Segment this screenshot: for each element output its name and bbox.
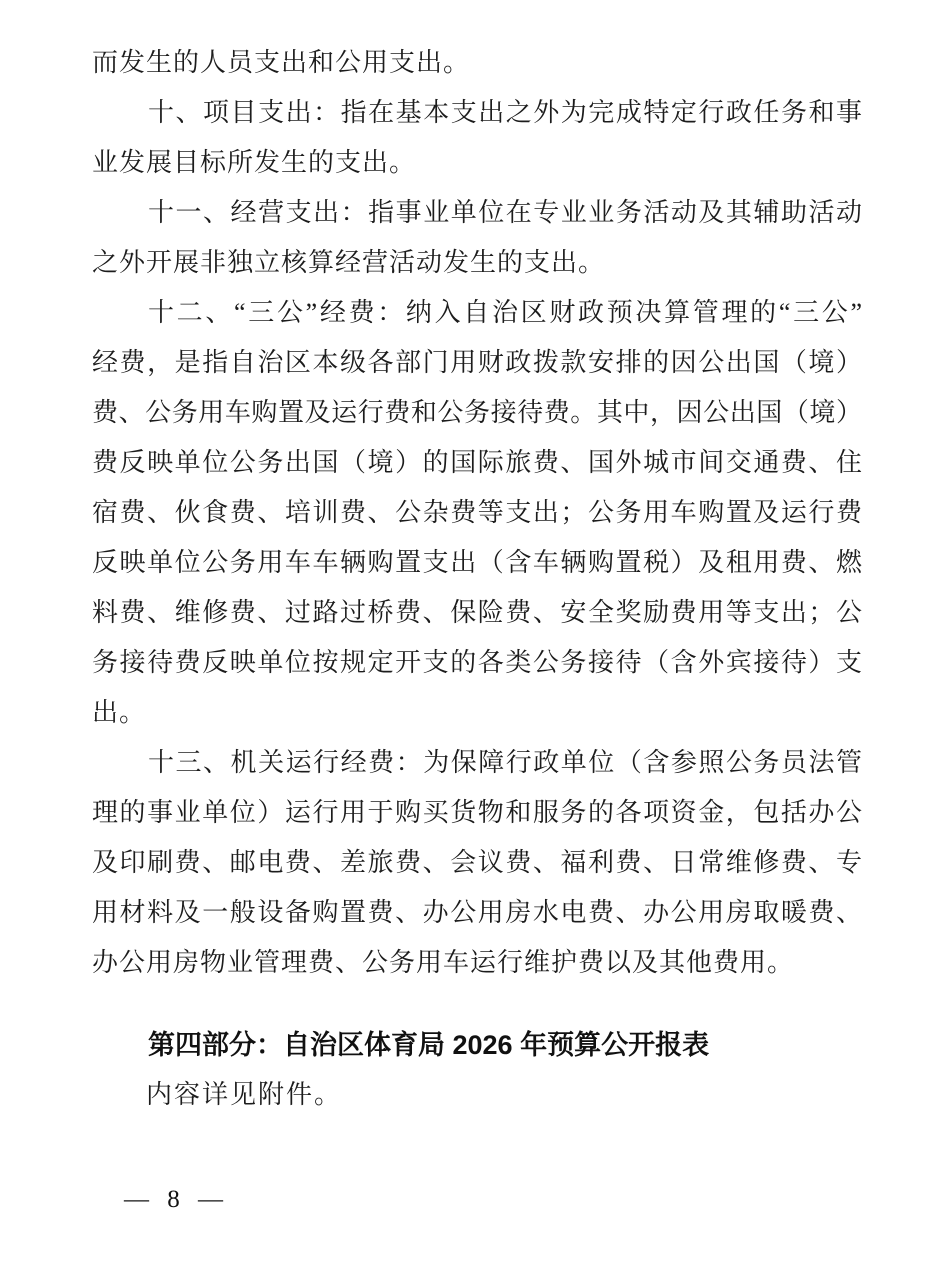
text-line: 经费，是指自治区本级各部门用财政拨款安排的因公出国（境） — [92, 348, 862, 377]
text-line: 出。 — [92, 698, 147, 727]
body-text — [92, 38, 862, 988]
text-line: 费、公务用车购置及运行费和公务接待费。其中，因公出国（境） — [92, 398, 862, 427]
section-heading: 第四部分：自治区体育局 2026 年预算公开报表 — [148, 1030, 710, 1060]
closing-line: 内容详见附件。 — [146, 1080, 343, 1109]
text-line: 而发生的人员支出和公用支出。 — [92, 48, 471, 77]
text-line: 务接待费反映单位按规定开支的各类公务接待（含外宾接待）支 — [92, 648, 862, 677]
text-line: 十、项目支出：指在基本支出之外为完成特定行政任务和事 — [148, 98, 862, 127]
text-line: 及印刷费、邮电费、差旅费、会议费、福利费、日常维修费、专 — [92, 848, 862, 877]
text-line: 十三、机关运行经费：为保障行政单位（含参照公务员法管 — [148, 748, 862, 777]
text-line: 业发展目标所发生的支出。 — [92, 148, 417, 177]
text-line: 十一、经营支出：指事业单位在专业业务活动及其辅助活动 — [148, 198, 862, 227]
text-line: 反映单位公务用车车辆购置支出（含车辆购置税）及租用费、燃 — [92, 548, 862, 577]
text-line: 十二、“三公”经费：纳入自治区财政预决算管理的“三公” — [148, 298, 862, 327]
text-column — [92, 38, 862, 1120]
text-line: 之外开展非独立核算经营活动发生的支出。 — [92, 248, 606, 277]
page-number: — 8 — — [124, 1186, 229, 1213]
text-line: 费反映单位公务出国（境）的国际旅费、国外城市间交通费、住 — [92, 448, 862, 477]
text-line: 理的事业单位）运行用于购买货物和服务的各项资金，包括办公 — [92, 798, 862, 827]
text-line: 办公用房物业管理费、公务用车运行维护费以及其他费用。 — [92, 948, 795, 977]
text-line: 宿费、伙食费、培训费、公杂费等支出；公务用车购置及运行费 — [92, 498, 862, 527]
text-line: 料费、维修费、过路过桥费、保险费、安全奖励费用等支出；公 — [92, 598, 862, 627]
text-line: 用材料及一般设备购置费、办公用房水电费、办公用房取暖费、 — [92, 898, 862, 927]
